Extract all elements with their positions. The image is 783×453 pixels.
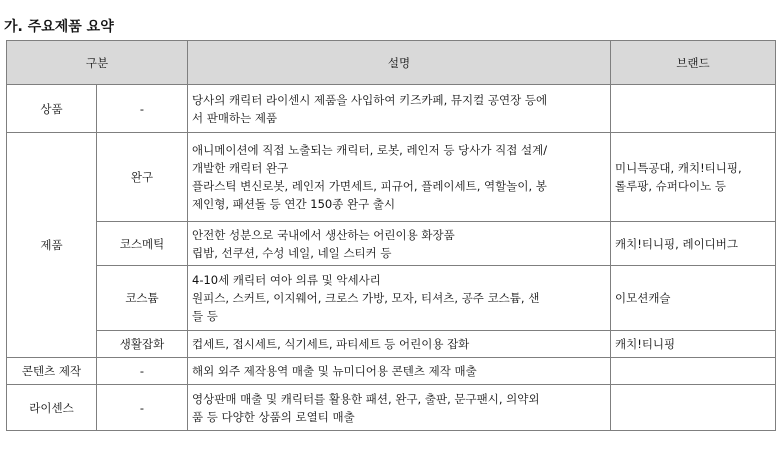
- table-row-toy: [7, 133, 776, 222]
- description-line: 서 판매하는 제품: [192, 110, 278, 125]
- subcategory-cell: 생활잡화: [97, 331, 188, 358]
- description-cell: [188, 331, 611, 358]
- header-brand: 브랜드: [611, 41, 776, 85]
- header-category: 구분: [7, 41, 188, 85]
- brand-cell: 캐치!티니핑: [611, 331, 776, 358]
- description-line: 제인형, 패션돌 등 연간 150종 완구 출시: [192, 197, 396, 211]
- description-line: 플라스틱 변신로봇, 레인저 가면세트, 피규어, 플레이세트, 역할놀이, 봉: [192, 179, 547, 193]
- category-cell: 콘텐츠 제작: [7, 358, 97, 385]
- description-line: 해외 외주 제작용역 매출 및 뉴미디어용 콘텐츠 제작 매출: [192, 364, 477, 378]
- description-line: 당사의 캐릭터 라이센시 제품을 사입하여 키즈카페, 뮤지컬 공연장 등에: [192, 92, 548, 107]
- description-line: 컵세트, 접시세트, 식기세트, 파티세트 등 어린이용 잡화: [192, 337, 470, 351]
- table-row-product: [7, 85, 776, 133]
- brand-line: 미니특공대, 캐치!티니핑,: [615, 161, 742, 175]
- product-summary-table: [6, 40, 776, 431]
- description-cell: [188, 85, 611, 133]
- description-cell: [188, 222, 611, 266]
- description-line: 4-10세 캐릭터 여아 의류 및 악세사리: [192, 273, 381, 287]
- section-title: 가. 주요제품 요약: [4, 19, 114, 35]
- description-line: 안전한 성분으로 국내에서 생산하는 어린이용 화장품: [192, 227, 455, 242]
- subcategory-cell: -: [97, 358, 188, 385]
- brand-cell: 캐치!티니핑, 레이디버그: [611, 222, 776, 266]
- brand-line: 롤루팡, 슈퍼다이노 등: [615, 179, 726, 193]
- category-cell: 상품: [7, 85, 97, 133]
- header-description: 설명: [188, 41, 611, 85]
- brand-cell: [611, 358, 776, 385]
- description-line: 품 등 다양한 상품의 로열티 매출: [192, 409, 355, 424]
- description-line: 영상판매 매출 및 캐릭터를 활용한 패션, 완구, 출판, 문구팬시, 의약외: [192, 391, 540, 406]
- subcategory-cell: -: [97, 85, 188, 133]
- brand-cell: [611, 85, 776, 133]
- description-cell: [188, 133, 611, 222]
- brand-cell: [611, 385, 776, 431]
- description-cell: [188, 385, 611, 431]
- table-row-content: [7, 358, 776, 385]
- table-row-household: [7, 331, 776, 358]
- brand-cell: 이모션캐슬: [611, 266, 776, 331]
- description-line: 애니메이션에 직접 노출되는 캐릭터, 로봇, 레인저 등 당사가 직접 설계/: [192, 143, 548, 157]
- description-line: 립밤, 선쿠션, 수성 네일, 네일 스티커 등: [192, 245, 392, 260]
- description-cell: [188, 358, 611, 385]
- brand-cell: [611, 133, 776, 222]
- description-line: 원피스, 스커트, 이지웨어, 크로스 가방, 모자, 티셔츠, 공주 코스튬, 샌: [192, 291, 540, 305]
- description-cell: [188, 266, 611, 331]
- table-row-costume: [7, 266, 776, 331]
- category-cell: 제품: [7, 133, 97, 358]
- table-row-cosmetics: [7, 222, 776, 266]
- subcategory-cell: 코스튬: [97, 266, 188, 331]
- table-row-license: [7, 385, 776, 431]
- subcategory-cell: -: [97, 385, 188, 431]
- category-cell: 라이센스: [7, 385, 97, 431]
- subcategory-cell: 완구: [97, 133, 188, 222]
- description-line: 개발한 캐릭터 완구: [192, 161, 289, 175]
- subcategory-cell: 코스메틱: [97, 222, 188, 266]
- header-row: [7, 41, 776, 85]
- description-line: 들 등: [192, 309, 218, 323]
